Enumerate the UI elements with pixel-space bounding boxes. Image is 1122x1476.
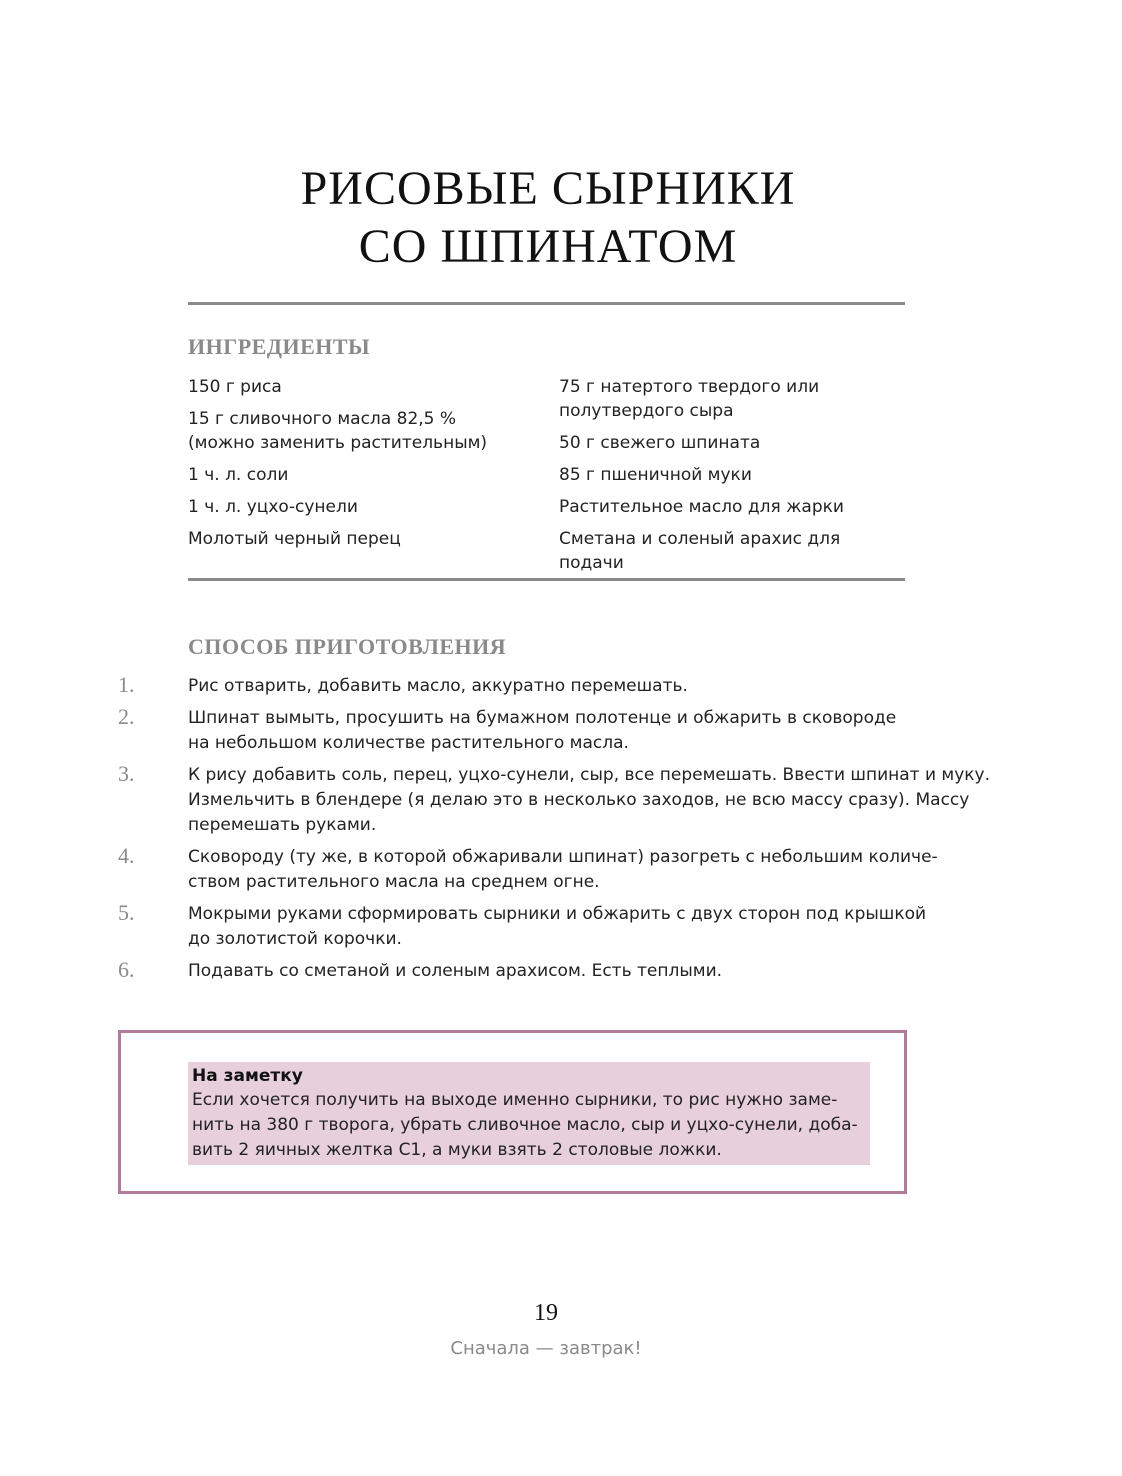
step-text [188, 706, 988, 756]
note-text [192, 1088, 870, 1163]
step-line: на небольшом количестве растительного масла. [188, 733, 629, 753]
recipe-title [0, 160, 1096, 276]
step-text [188, 902, 988, 952]
ingredient-item: Молотый черный перец [188, 529, 401, 549]
step-item [0, 763, 1122, 838]
step-line: К рису добавить соль, перец, уцхо-сунели, сыр, все перемешать. Ввести шпинат и муку. [188, 765, 991, 785]
step-line: Шпинат вымыть, просушить на бумажном полотенце и обжарить в сковороде [188, 708, 897, 728]
ingredient-item: Сметана и соленый арахис для подачи [559, 529, 841, 573]
note-line: Если хочется получить на выходе именно сырники, то рис нужно заме- [192, 1090, 838, 1110]
step-text [188, 674, 988, 699]
note-title: На заметку [192, 1066, 303, 1086]
ingredients-left-column [188, 375, 528, 559]
method-steps [0, 674, 1122, 991]
step-line: Мокрыми руками сформировать сырники и обжарить с двух сторон под крышкой [188, 904, 927, 924]
step-line: Сковороду (ту же, в которой обжаривали шпинат) разогреть с небольшим количе- [188, 847, 938, 867]
page-number: 19 [534, 1300, 558, 1326]
step-number: 2. [118, 704, 135, 729]
step-number: 1. [118, 672, 135, 697]
top-divider [188, 302, 905, 305]
middle-divider [188, 578, 905, 581]
ingredient-item: 1 ч. л. уцхо-сунели [188, 497, 358, 517]
step-item [0, 902, 1122, 952]
step-text [188, 763, 991, 838]
step-line: Рис отварить, добавить масло, аккуратно перемешать. [188, 676, 688, 696]
step-text [188, 845, 988, 895]
step-text [188, 959, 988, 984]
ingredient-item: 1 ч. л. соли [188, 465, 289, 485]
step-item [0, 845, 1122, 895]
step-number: 6. [118, 957, 135, 982]
step-item [0, 959, 1122, 984]
note-line: вить 2 яичных желтка С1, а муки взять 2 столовые ложки. [192, 1140, 722, 1160]
note-content [188, 1062, 870, 1165]
step-item [0, 706, 1122, 756]
recipe-title-line1: РИСОВЫЕ СЫРНИКИ [300, 162, 796, 215]
step-line: Измельчить в блендере (я делаю это в несколько заходов, не всю массу сразу). Массу [188, 790, 970, 810]
ingredients-heading: ИНГРЕДИЕНТЫ [188, 334, 371, 359]
step-item [0, 674, 1122, 699]
running-footer: Сначала — завтрак! [450, 1338, 642, 1359]
ingredients-right-column [559, 375, 909, 583]
recipe-title-line2: СО ШПИНАТОМ [358, 220, 738, 273]
step-number: 5. [118, 900, 135, 925]
step-line: перемешать руками. [188, 815, 377, 835]
ingredient-item: 50 г свежего шпината [559, 433, 761, 453]
step-number: 3. [118, 761, 135, 786]
step-line: ством растительного масла на среднем огне. [188, 872, 600, 892]
method-heading: СПОСОБ ПРИГОТОВЛЕНИЯ [188, 634, 507, 659]
ingredient-item: 15 г сливочного масла 82,5 % (можно заменить растительным) [188, 409, 488, 453]
note-line: нить на 380 г творога, убрать сливочное масло, сыр и уцхо-сунели, доба- [192, 1115, 858, 1135]
ingredient-item: Растительное масло для жарки [559, 497, 844, 517]
step-line: до золотистой корочки. [188, 929, 402, 949]
ingredient-item: 150 г риса [188, 377, 282, 397]
step-number: 4. [118, 843, 135, 868]
ingredient-item: 85 г пшеничной муки [559, 465, 752, 485]
ingredient-item: 75 г натертого твердого или полутвердого сыра [559, 377, 820, 421]
step-line: Подавать со сметаной и соленым арахисом. Есть теплыми. [188, 961, 723, 981]
